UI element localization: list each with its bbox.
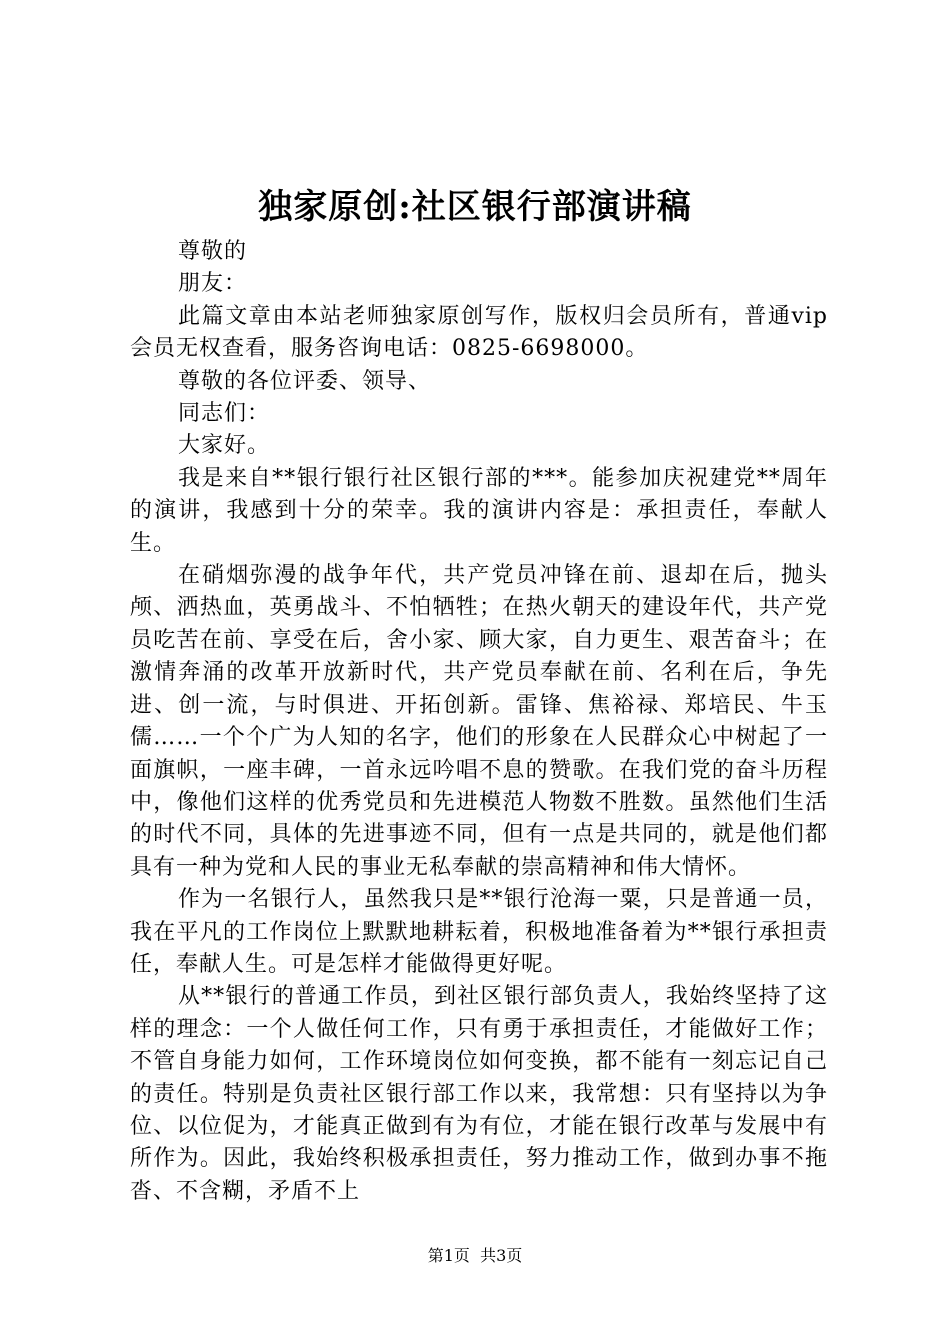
paragraph: 作为一名银行人，虽然我只是**银行沧海一粟，只是普通一员，我在平凡的工作岗位上默默地耕耘着，积极地准备着为**银行承担责任，奉献人生。可是怎样才能做得更好呢。: [130, 887, 828, 977]
document-body: [130, 236, 828, 1204]
paragraph: 尊敬的各位评委、领导、: [178, 368, 432, 394]
page-number: 第1页: [427, 1246, 470, 1265]
paragraph: 从**银行的普通工作员，到社区银行部负责人，我始终坚持了这样的理念：一个人做任何工作，只有勇于承担责任，才能做好工作；不管自身能力如何，工作环境岗位如何变换，都不能有一刻忘记自己的责任。特别是负责社区银行部工作以来，我常想：只有坚持以为争位、以位促为，才能真正做到有为有位，才能在银行改革与发展中有所作为。因此，我始终积极承担责任，努力推动工作，做到办事不拖沓、不含糊，矛盾不上: [130, 984, 828, 1204]
paragraph: 在硝烟弥漫的战争年代，共产党员冲锋在前、退却在后，抛头颅、洒热血，英勇战斗、不怕牺牲；在热火朝天的建设年代，共产党员吃苦在前、享受在后，舍小家、顾大家，自力更生、艰苦奋斗；在激情奔涌的改革开放新时代，共产党员奉献在前、名利在后，争先进、创一流，与时俱进、开拓创新。雷锋、焦裕禄、郑培民、牛玉儒……一个个广为人知的名字，他们的形象在人民群众心中树起了一面旗帜，一座丰碑，一首永远吟唱不息的赞歌。在我们党的奋斗历程中，像他们这样的优秀党员和先进模范人物数不胜数。虽然他们生活的时代不同，具体的先进事迹不同，但有一点是共同的，就是他们都具有一种为党和人民的事业无私奉献的崇高精神和伟大情怀。: [130, 563, 828, 880]
paragraph: 我是来自**银行银行社区银行部的***。能参加庆祝建党**周年的演讲，我感到十分的荣幸。我的演讲内容是：承担责任，奉献人生。: [130, 465, 828, 556]
paragraph: 朋友：: [178, 271, 248, 297]
document-title: 独家原创:社区银行部演讲稿: [258, 187, 692, 227]
paragraph: 大家好。: [178, 433, 271, 459]
paragraph: 此篇文章由本站老师独家原创写作，版权归会员所有，普通vip会员无权查看，服务咨询电话：0825-6698000。: [130, 303, 828, 362]
paragraph: 同志们：: [178, 401, 271, 427]
page-footer: [0, 1246, 950, 1266]
page-total: 共3页: [480, 1246, 523, 1265]
paragraph: 尊敬的: [178, 239, 248, 264]
